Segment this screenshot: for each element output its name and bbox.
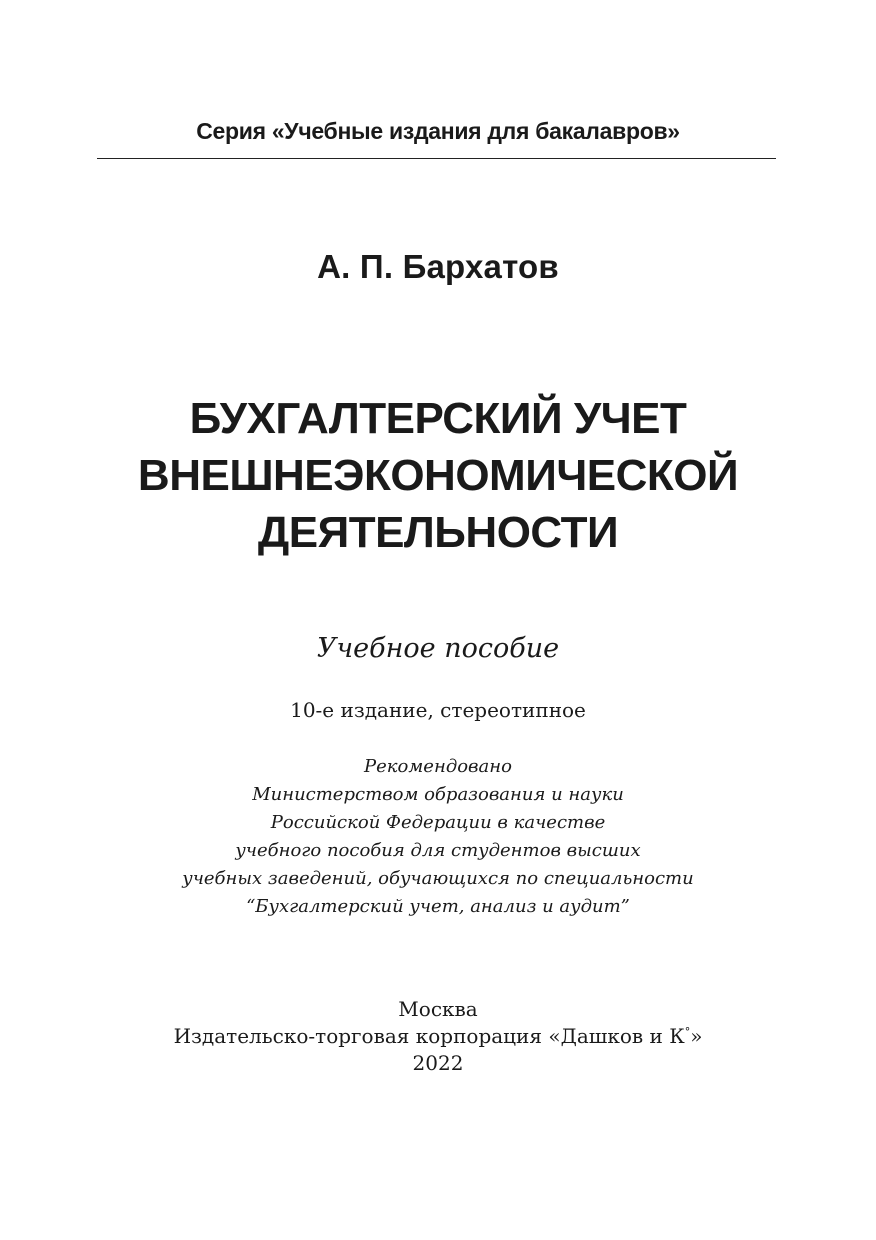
book-title-line: ДЕЯТЕЛЬНОСТИ <box>257 508 619 557</box>
recommendation-line: Рекомендовано <box>364 756 512 777</box>
recommendation-block <box>0 753 876 921</box>
publisher-close-quote: » <box>690 1024 703 1048</box>
series-name: Серия «Учебные издания для бакалавров» <box>196 118 680 144</box>
book-title-line: ВНЕШНЕЭКОНОМИЧЕСКОЙ <box>137 451 739 500</box>
edition-info: 10-е издание, стереотипное <box>290 698 586 722</box>
publisher-name: Издательско-торговая корпорация «Дашков и К <box>173 1024 685 1048</box>
header-divider <box>97 158 776 159</box>
recommendation-line: Российской Федерации в качестве <box>270 812 606 833</box>
recommendation-line: Министерством образования и науки <box>252 784 624 805</box>
book-subtitle: Учебное пособие <box>316 633 560 664</box>
recommendation-line: учебного пособия для студентов высших <box>235 840 641 861</box>
imprint-publisher <box>0 1023 876 1050</box>
imprint-block <box>0 996 876 1077</box>
book-title-line: БУХГАЛТЕРСКИЙ УЧЕТ <box>189 394 687 443</box>
imprint-city: Москва <box>398 997 478 1021</box>
publisher-degree-mark: ° <box>684 1025 691 1039</box>
book-title <box>0 390 876 561</box>
recommendation-line: “Бухгалтерский учет, анализ и аудит” <box>246 896 630 917</box>
imprint-year: 2022 <box>412 1051 464 1075</box>
recommendation-line: учебных заведений, обучающихся по специальности <box>182 868 694 889</box>
author-name: А. П. Бархатов <box>317 248 559 285</box>
